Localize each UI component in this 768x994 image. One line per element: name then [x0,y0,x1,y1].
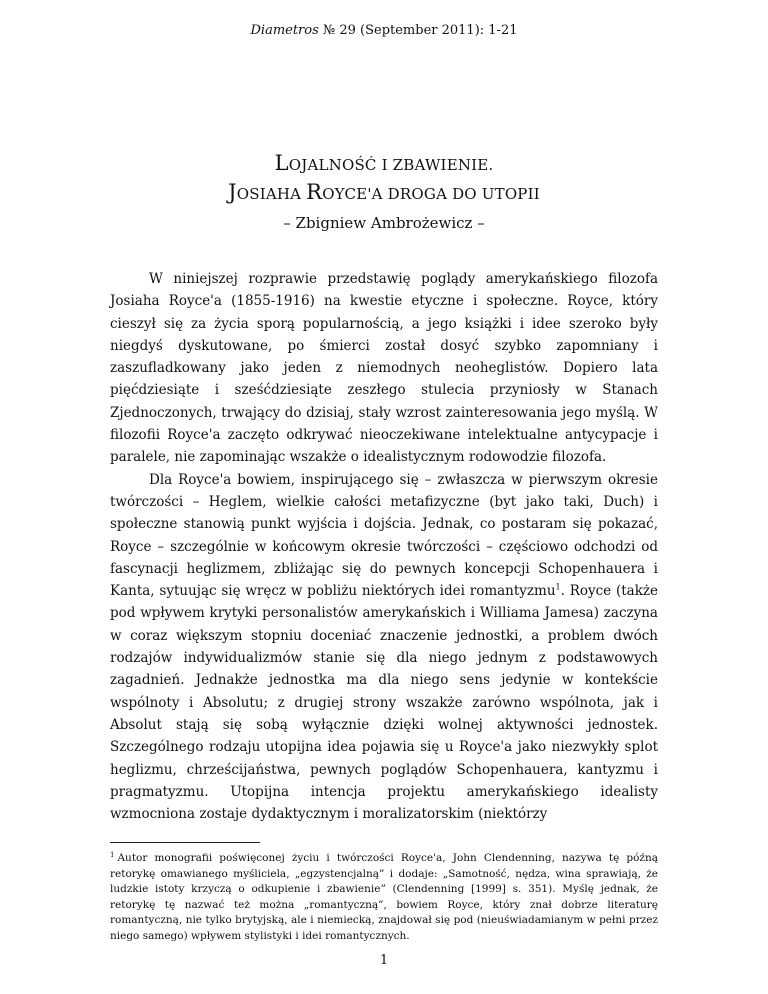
footnote-1 [110,851,658,944]
paragraph-1: W niniejszej rozprawie przedstawię poglądy amerykańskiego filozofa Josiaha Royce'a (1855-1916) na kwestie etyczne i społeczne. Royce, który cieszył się za życia sporą popularnością, a jego książki i idee szeroko były niegdyś dyskutowane, po śmierci został dosyć szybko zapomniany i zaszufladkowany jako jeden z niemodnych neoheglistów. Dopiero lata pięćdziesiąte i sześćdziesiąte zeszłego stulecia przyniosły w Stanach Zjednoczonych, trwający do dzisiaj, stały wzrost zainteresowania jego myślą. W filozofii Royce'a zaczęto odkrywać nieoczekiwane intelektualne antycypacje i paralele, nie zapominając wszakże o idealistycznym rodowodzie filozofa. [110,271,658,466]
author-name: – Zbigniew Ambrożewicz – [283,214,485,232]
footnote-reference[interactable]: 1 [555,582,561,592]
page-number: 1 [379,953,389,968]
footnote-separator [110,842,260,843]
article-title-block [0,150,768,234]
footnote-text: Autor monografii poświęconej życiu i twórczości Royce'a, John Clendenning, nazywa tę późną retorykę omawianego myśliciela, „egzystencjalną” i dodaje: „Samotność, nędza, wina sprawiają, że ludzkie istoty krzyczą o odkupienie i zbawienie” (Clendenning [1999] s. 351). Myślę jednak, że retorykę tę nazwać też można „romantyczną”, bowiem Royce, który znał dobrze literaturę romantyczną, nie tylko brytyjską, ale i niemiecką, znajdował się pod (nieuświadamianym w pełni przez niego samego) wpływem stylistyki i idei romantycznych. [110,852,658,942]
title-line-2: JOSIAHA ROYCE'A DROGA DO UTOPII [228,180,540,204]
journal-issue: № 29 (September 2011): 1-21 [318,23,518,38]
journal-name: Diametros [250,23,319,38]
paragraph-2: Dla Royce'a bowiem, inspirującego się – zwłaszcza w pierwszym okresie twórczości – Heglem, wielkie całości metafizyczne (byt jako taki, Duch) i społeczne stanowią punkt wyjścia i dojścia. Jednak, co postaram się pokazać, Royce – szczególnie w końcowym okresie twórczości – częściowo odchodzi od fascynacji heglizmem, zbliżając się do pewnych koncepcji Schopenhauera i Kanta, sytuując się wręcz w pobliżu niektórych idei romantyzmu$^1$. Royce (także pod wpływem krytyki personalistów amerykańskich i Williama Jamesa) zaczyna w coraz większym stopniu doceniać znaczenie jednostki, a problem dwóch rodzajów indywidualizmów stanie się dla niego jednym z podstawowych zagadnień. Jednakże jednostka ma dla niego sens jedynie w kontekście wspólnoty i Absolutu; z drugiej strony wszakże zarówno wspólnota, jak i Absolut stają się sobą wyłącznie dzięki wolnej aktywności jednostek. Szczególnego rodzaju utopijna idea pojawia się u Royce'a jako niezwykły splot heglizmu, chrześcijaństwa, pewnych poglądów Schopenhauera, kantyzmu i pragmatyzmu. Utopijna intencja projektu amerykańskiego idealisty wzmocniona zostaje dydaktycznym i moralizatorskim (niektórzy [110,471,658,823]
title-line-1: LOJALNOŚĆ I ZBAWIENIE. [274,151,494,175]
footnote-mark: 1 [110,850,115,859]
running-header [0,22,768,40]
article-body [110,268,658,825]
